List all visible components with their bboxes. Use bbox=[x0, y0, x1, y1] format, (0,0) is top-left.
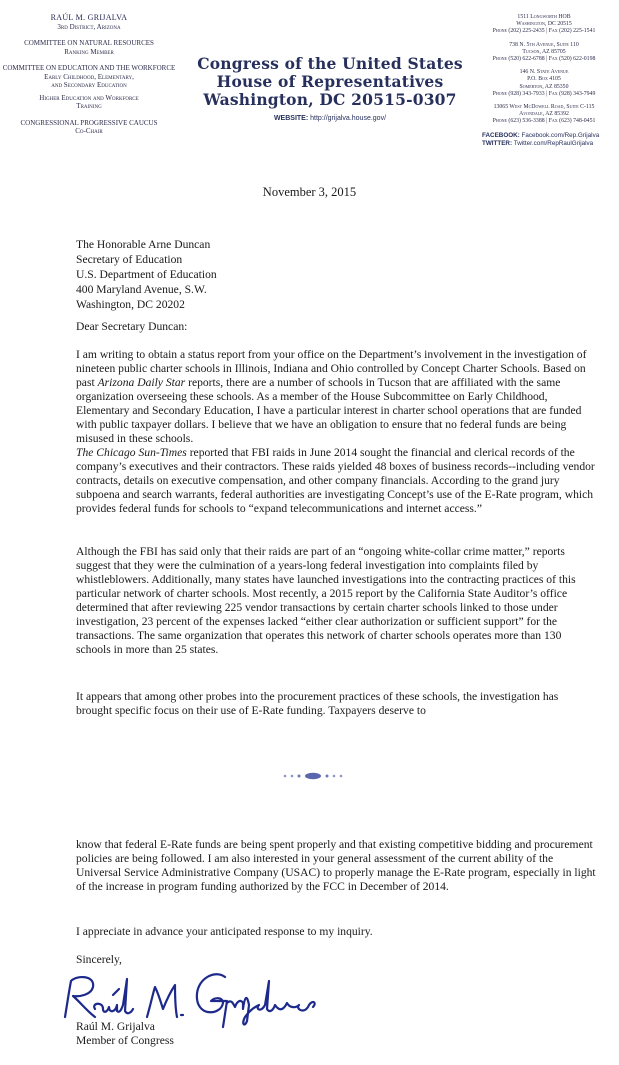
office-dc-line-2: Washington, DC 20515 bbox=[516, 21, 572, 28]
paragraph-5: know that federal E-Rate funds are being spent properly and that existing competitive bidding and procurement policies are being followed. I am also interested in your general assessment of the current ability of the Universal Service Administrative Company (USAC) to properly manage the E-Rate program, especially in light of the increase in program funding authorized by the FCC in December of 2014. bbox=[76, 838, 596, 893]
office-dc-phone: Phone (202) 225-2435 | Fax (202) 225-1541 bbox=[492, 28, 596, 35]
member-name: RAÚL M. GRIJALVA bbox=[50, 13, 128, 22]
signer-block bbox=[76, 1020, 596, 1048]
subcommittee-2-line-1: Higher Education and Workforce bbox=[39, 93, 139, 102]
facebook-link[interactable]: Facebook.com/Rep.Grijalva bbox=[521, 131, 600, 139]
district: 3rd District, Arizona bbox=[57, 22, 121, 31]
closing: Sincerely, bbox=[76, 953, 122, 966]
committee-natural-resources: COMMITTEE ON NATURAL RESOURCES bbox=[24, 39, 154, 47]
paragraph-6: I appreciate in advance your anticipated response to my inquiry. bbox=[76, 925, 373, 938]
office-avondale-phone: Phone (623) 536-3388 | Fax (623) 748-0451 bbox=[492, 118, 596, 125]
subcommittee-1-line-1: Early Childhood, Elementary, bbox=[44, 72, 134, 81]
paragraph-1-part-b: reports, there are a number of schools in Tucson that are affiliated with the same organization overseeing these schools. As a member of the House Subcommittee on Early Childhood, Elementary and Secondary Education, I have a particular interest in charter school operations that are funded with public taxpayer dollars. I believe that we have an obligation to ensure that no federal funds are being misused in these schools. bbox=[76, 376, 582, 445]
subcommittee-1-line-2: and Secondary Education bbox=[51, 81, 127, 89]
office-somerton-line-1: 146 N. State Avenue bbox=[519, 69, 569, 76]
paragraph-2-part-b: reported that FBI raids in June 2014 sought the financial and clerical records of the company’s executives and their contractors. These raids yielded 48 boxes of business records--including vendor contracts, details on executive compensation, and other company financials. According to the grand jury subpoena and search warrants, federal authorities are investigating Concept’s use of the E-Rate program, which provides federal funds for schools to “expand telecommunications and internet access.” bbox=[76, 446, 595, 515]
recipient-address bbox=[76, 237, 596, 312]
paragraph-3: Although the FBI has said only that their raids are part of an “ongoing white-collar crime matter,” reports suggest that they were the culmination of a years-long federal investigation into complaints filed by whistleblowers. Additionally, many states have launched investigations into the contracting practices of this particular network of charter schools. Most recently, a 2015 report by the California State Auditor’s office determined that after reviewing 225 vendor transactions by certain charter schools linked to those under investigation, 23 percent of the expenses lacked “either clear authorization or sufficient support” for the transactions. The same organization that operates this network of charter schools operates more than 130 schools in more than 25 states. bbox=[76, 545, 576, 656]
office-somerton-line-3: Somerton, AZ 85350 bbox=[519, 83, 569, 90]
office-somerton-phone: Phone (928) 343-7933 | Fax (928) 343-7949 bbox=[492, 90, 596, 97]
office-tucson-line-1: 738 N. 5th Avenue, Suite 110 bbox=[509, 41, 579, 48]
office-somerton-line-2: P.O. Box 4105 bbox=[527, 76, 561, 83]
subcommittee-2-line-2: Training bbox=[76, 102, 102, 110]
twitter-label: TWITTER: bbox=[482, 140, 513, 148]
progressive-caucus: CONGRESSIONAL PROGRESSIVE CAUCUS bbox=[20, 118, 158, 127]
caucus-role: Co-Chair bbox=[75, 127, 103, 135]
facebook-line bbox=[470, 132, 618, 141]
signer-title: Member of Congress bbox=[76, 1034, 174, 1047]
recipient-line-4: 400 Maryland Avenue, S.W. bbox=[76, 283, 207, 296]
facebook-label: FACEBOOK: bbox=[482, 131, 520, 139]
paragraph-2 bbox=[76, 446, 596, 516]
office-avondale-line-2: Avondale, AZ 85392 bbox=[519, 111, 569, 118]
recipient-line-5: Washington, DC 20202 bbox=[76, 298, 185, 311]
twitter-line bbox=[470, 140, 618, 149]
office-tucson-phone: Phone (520) 622-6788 | Fax (520) 622-0198 bbox=[492, 56, 596, 63]
recipient-line-1: The Honorable Arne Duncan bbox=[76, 238, 211, 251]
committee-role: Ranking Member bbox=[64, 47, 114, 56]
signer-name: Raúl M. Grijalva bbox=[76, 1020, 155, 1033]
page-break-ornament bbox=[282, 770, 344, 782]
washington-address: Washington, DC 20515-0307 bbox=[203, 90, 457, 109]
paragraph-1-part-a: I am writing to obtain a status report from your office on the Department’s involvement in the investigation of nineteen public charter schools in Illinois, Indiana and Ohio controlled by Concept Charter Schools. Based on past bbox=[76, 348, 587, 389]
congress-title: Congress of the United States bbox=[197, 54, 463, 73]
recipient-line-2: Secretary of Education bbox=[76, 253, 183, 266]
website-link[interactable]: http://grijalva.house.gov/ bbox=[310, 115, 387, 122]
website-label: WEBSITE: bbox=[273, 115, 309, 122]
newspaper-name-chicago-sun-times: The Chicago Sun-Times bbox=[76, 446, 187, 459]
house-title: House of Representatives bbox=[216, 72, 444, 91]
committee-education: COMMITTEE ON EDUCATION AND THE WORKFORCE bbox=[2, 64, 176, 72]
letterhead-center bbox=[192, 55, 468, 122]
recipient-line-3: U.S. Department of Education bbox=[76, 268, 217, 281]
twitter-link[interactable]: Twitter.com/RepRaulGrijalva bbox=[513, 140, 594, 148]
office-tucson-line-2: Tucson, AZ 85705 bbox=[522, 48, 566, 55]
letterhead-right bbox=[470, 14, 618, 149]
office-dc-line-1: 1511 Longworth HOB bbox=[517, 14, 571, 20]
letter-date: November 3, 2015 bbox=[262, 185, 357, 199]
office-avondale-line-1: 13065 West McDowell Road, Suite C-115 bbox=[493, 104, 595, 111]
salutation: Dear Secretary Duncan: bbox=[76, 320, 188, 333]
newspaper-name-arizona-daily-star: Arizona Daily Star bbox=[97, 376, 186, 389]
paragraph-4: It appears that among other probes into the procurement practices of these schools, the investigation has brought specific focus on their use of E-Rate funding. Taxpayers deserve to bbox=[76, 690, 559, 717]
website-line bbox=[192, 115, 468, 122]
letterhead-left bbox=[0, 14, 178, 136]
paragraph-1 bbox=[76, 348, 596, 446]
